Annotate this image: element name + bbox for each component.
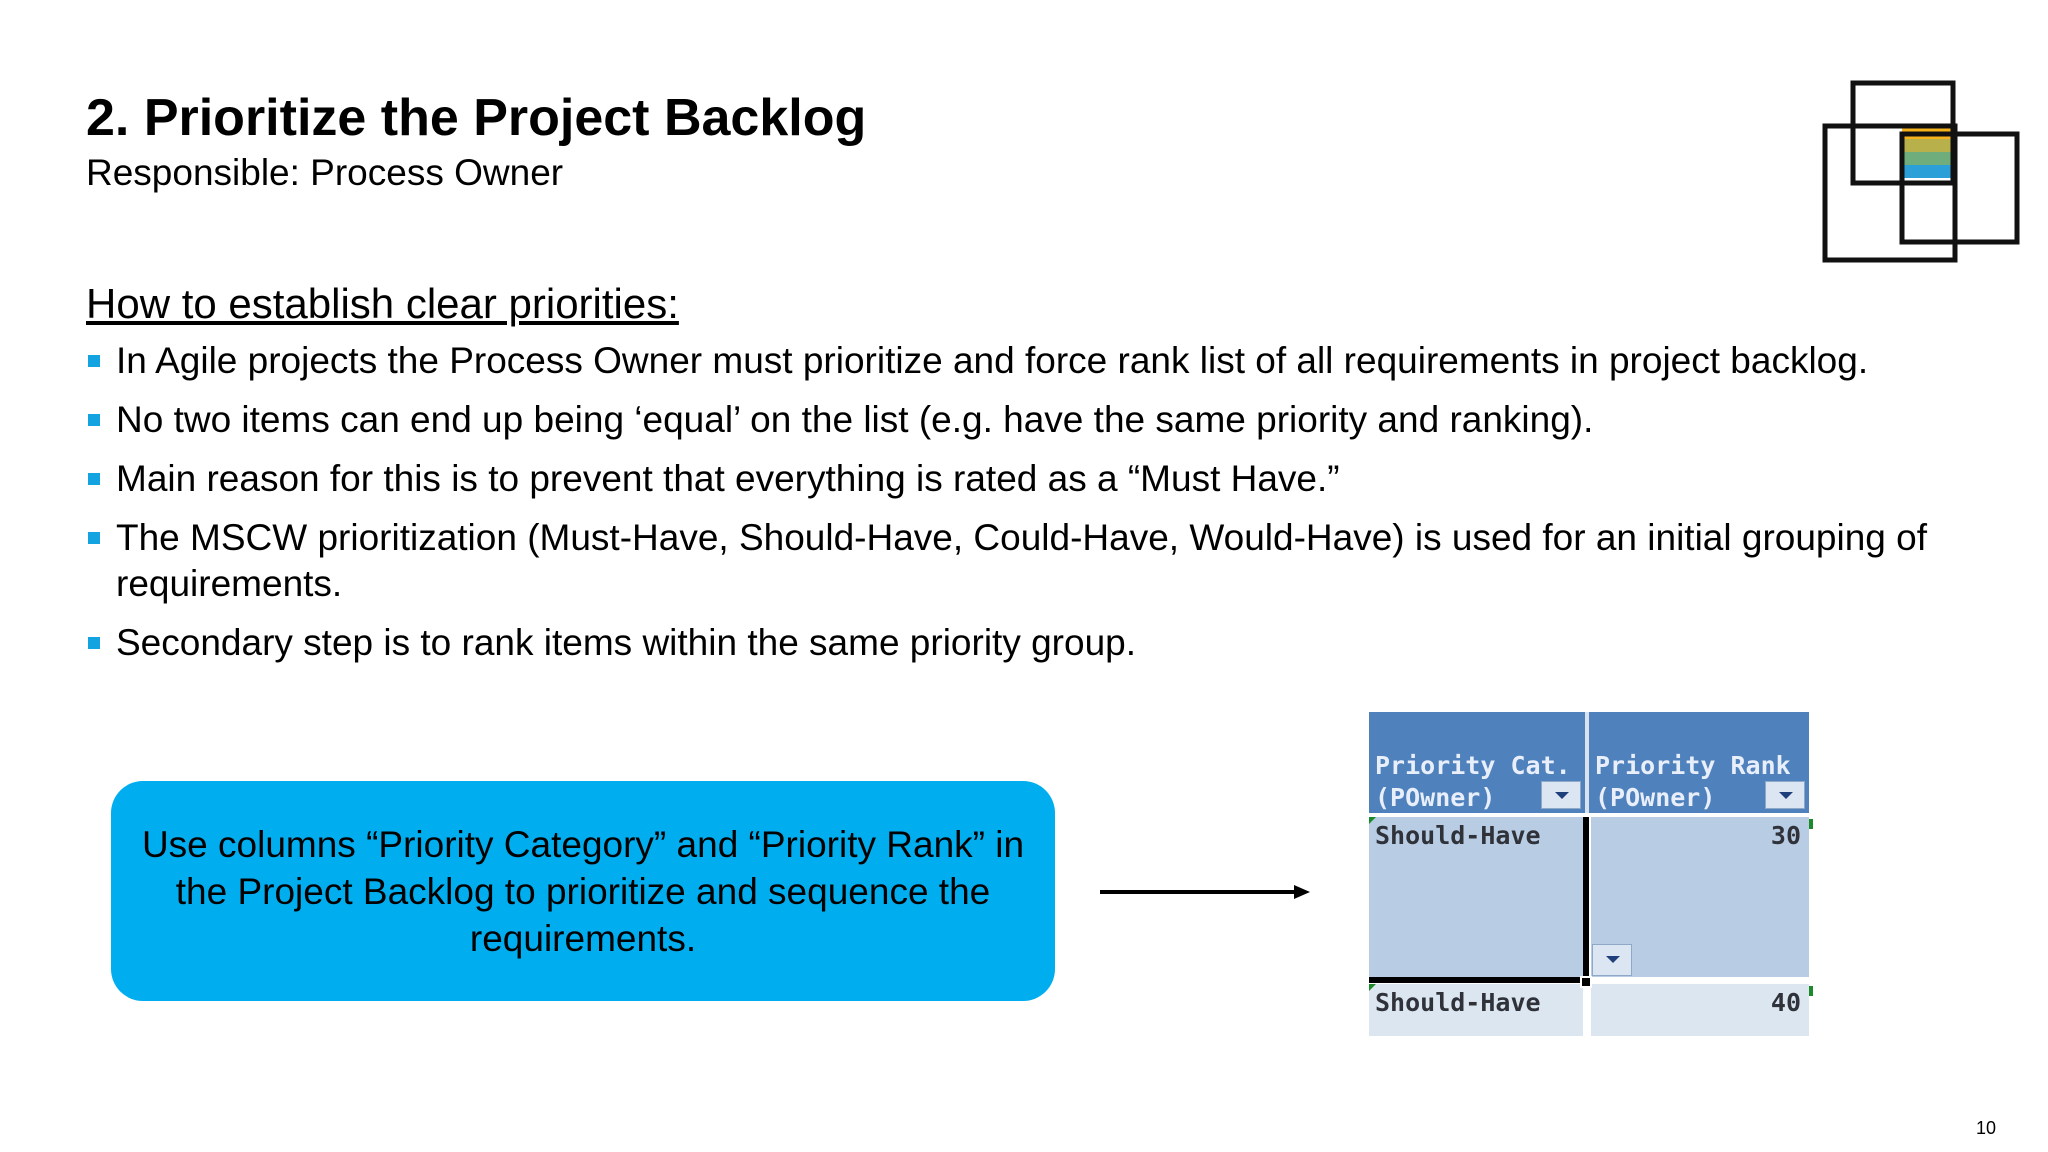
bullet-text: Main reason for this is to prevent that everything is rated as a “Must Have.” xyxy=(116,458,1340,499)
bullet-item xyxy=(86,397,1986,443)
section-heading: How to establish clear priorities: xyxy=(86,280,679,327)
bullet-text: In Agile projects the Process Owner must prioritize and force rank list of all requirements in project backlog. xyxy=(116,340,1869,381)
page-number: 10 xyxy=(1976,1118,1997,1138)
bullet-item xyxy=(86,515,1986,607)
bullet-square-icon xyxy=(88,532,100,544)
fill-handle[interactable] xyxy=(1580,976,1592,988)
comment-indicator-icon xyxy=(1369,984,1376,991)
error-indicator-icon xyxy=(1809,819,1813,829)
selection-border xyxy=(1583,817,1589,983)
callout-box xyxy=(111,781,1055,1001)
bullet-square-icon xyxy=(88,355,100,367)
spreadsheet-excerpt xyxy=(1369,712,1813,1036)
selection-border xyxy=(1369,977,1589,983)
column-header-priority-rank xyxy=(1589,712,1809,813)
bullet-text: Secondary step is to rank items within the same priority group. xyxy=(116,622,1137,663)
right-arrow-icon xyxy=(1100,878,1312,906)
page-subtitle: Responsible: Process Owner xyxy=(86,152,564,193)
column-header-label: Priority Rank (POwner) xyxy=(1595,751,1791,812)
bullet-item xyxy=(86,456,1986,502)
bullet-square-icon xyxy=(88,473,100,485)
error-indicator-icon xyxy=(1809,986,1813,996)
bullet-item xyxy=(86,620,1986,666)
bullet-square-icon xyxy=(88,414,100,426)
column-header-priority-category xyxy=(1369,712,1585,813)
bullet-square-icon xyxy=(88,637,100,649)
table-cell-category[interactable]: Should-Have xyxy=(1369,984,1583,1036)
table-cell-rank[interactable]: 30 xyxy=(1591,817,1809,977)
table-cell-category[interactable]: Should-Have xyxy=(1369,817,1583,977)
bullet-text: The MSCW prioritization (Must-Have, Should-Have, Could-Have, Would-Have) is used for an initial grouping of requirements. xyxy=(116,517,1928,604)
chevron-down-icon[interactable] xyxy=(1541,781,1581,809)
bullet-item xyxy=(86,338,1986,384)
comment-indicator-icon xyxy=(1369,817,1376,824)
callout-text: Use columns “Priority Category” and “Priority Rank” in the Project Backlog to prioritize and sequence the requirements. xyxy=(141,823,1025,959)
table-cell-rank[interactable]: 40 xyxy=(1591,984,1809,1036)
logo-icon xyxy=(1822,80,2022,264)
bullet-list xyxy=(86,338,1986,679)
bullet-text: No two items can end up being ‘equal’ on the list (e.g. have the same priority and ranking). xyxy=(116,399,1594,440)
column-header-label: Priority Cat. (POwner) xyxy=(1375,751,1571,812)
chevron-down-icon[interactable] xyxy=(1765,781,1805,809)
page-title: 2. Prioritize the Project Backlog xyxy=(86,89,867,147)
chevron-down-icon[interactable] xyxy=(1592,944,1632,976)
